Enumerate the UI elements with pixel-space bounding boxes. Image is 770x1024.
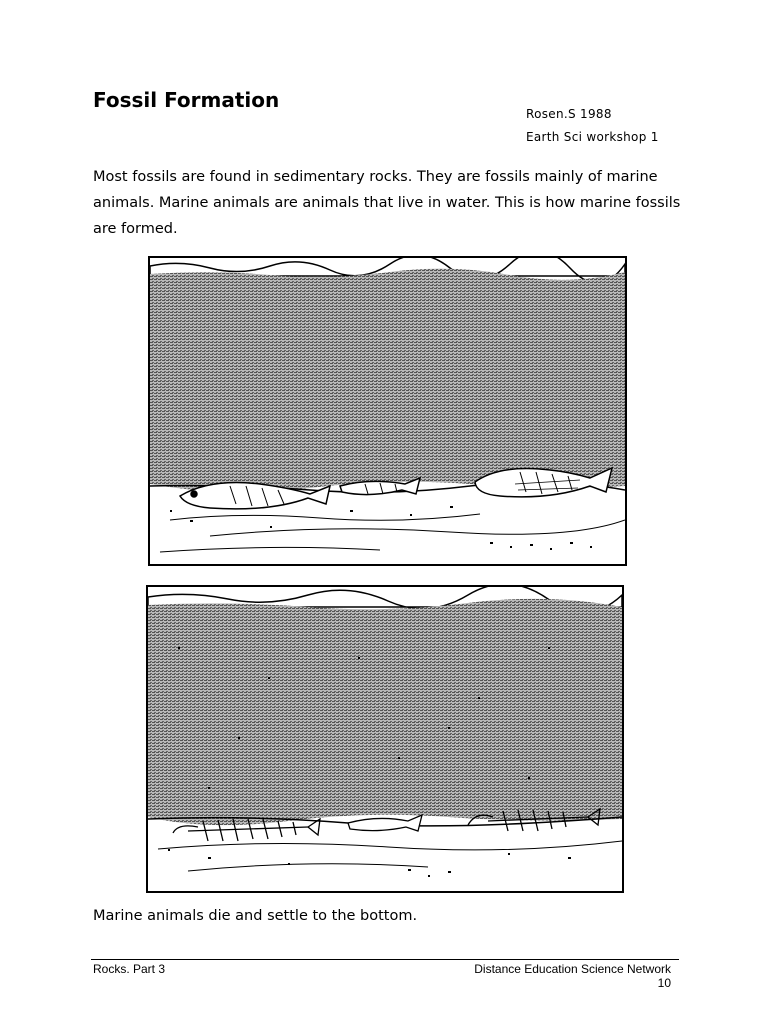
figure-fish-on-seabed <box>148 256 627 566</box>
footer-left-text: Rocks. Part 3 <box>93 962 166 976</box>
page-title: Fossil Formation <box>93 88 280 112</box>
fish-on-seabed-icon <box>150 258 625 564</box>
intro-paragraph: Most fossils are found in sedimentary rocks. They are fossils mainly of marine animals. Marine animals are animals that live in water. This is how marine fossils are formed. <box>93 169 681 237</box>
reference-source: Earth Sci workshop 1 <box>526 130 659 144</box>
fish-skeletons-on-seabed-icon <box>148 587 622 891</box>
footer-right-text: Distance Education Science Network <box>474 962 671 976</box>
figure-fish-skeletons <box>146 585 624 893</box>
page-number: 10 <box>657 976 671 990</box>
reference-author-year: Rosen.S 1988 <box>526 107 612 121</box>
figure-caption: Marine animals die and settle to the bottom. <box>93 908 418 924</box>
footer-divider <box>91 959 679 960</box>
